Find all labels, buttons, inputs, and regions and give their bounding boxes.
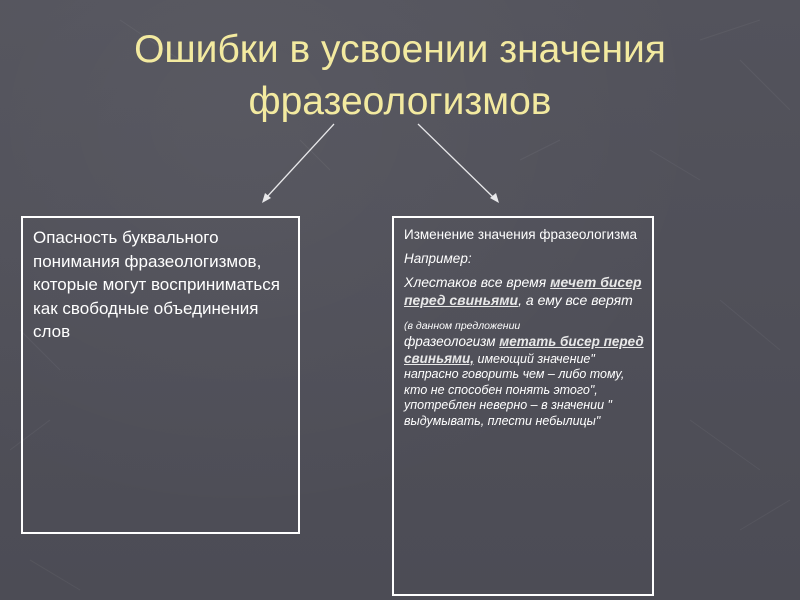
arrow-right xyxy=(418,124,494,198)
explanation-note xyxy=(404,318,644,430)
example-after: , а ему все верят xyxy=(518,292,633,308)
literal-understanding-box xyxy=(21,216,300,534)
note-body: имеющий значение" напрасно говорить чем – либо тому, кто не способен понять этого", употреблен неверно – в значении " выдумывать, плести небылицы" xyxy=(404,351,625,428)
meaning-change-box xyxy=(392,216,654,596)
meaning-change-heading: Изменение значения фразеологизма xyxy=(404,227,638,242)
note-lead: фразеологизм xyxy=(404,334,500,349)
arrow-right-head xyxy=(490,193,499,203)
arrow-left xyxy=(266,124,334,198)
literal-understanding-text: Опасность буквального понимания фразеологизмов, которые могут восприниматься как свободные объединения слов xyxy=(33,228,280,341)
example-before: Хлестаков все время xyxy=(404,273,551,290)
example-sentence xyxy=(404,273,644,310)
example-phrase: мечет бисер перед свиньями xyxy=(404,273,642,308)
slide-title: Ошибки в усвоении значения фразеологизмов xyxy=(134,28,666,123)
example-label: Например: xyxy=(404,250,472,266)
note-open: (в данном предложении xyxy=(404,319,521,332)
note-phrase: метать бисер перед свиньями, xyxy=(404,334,644,366)
